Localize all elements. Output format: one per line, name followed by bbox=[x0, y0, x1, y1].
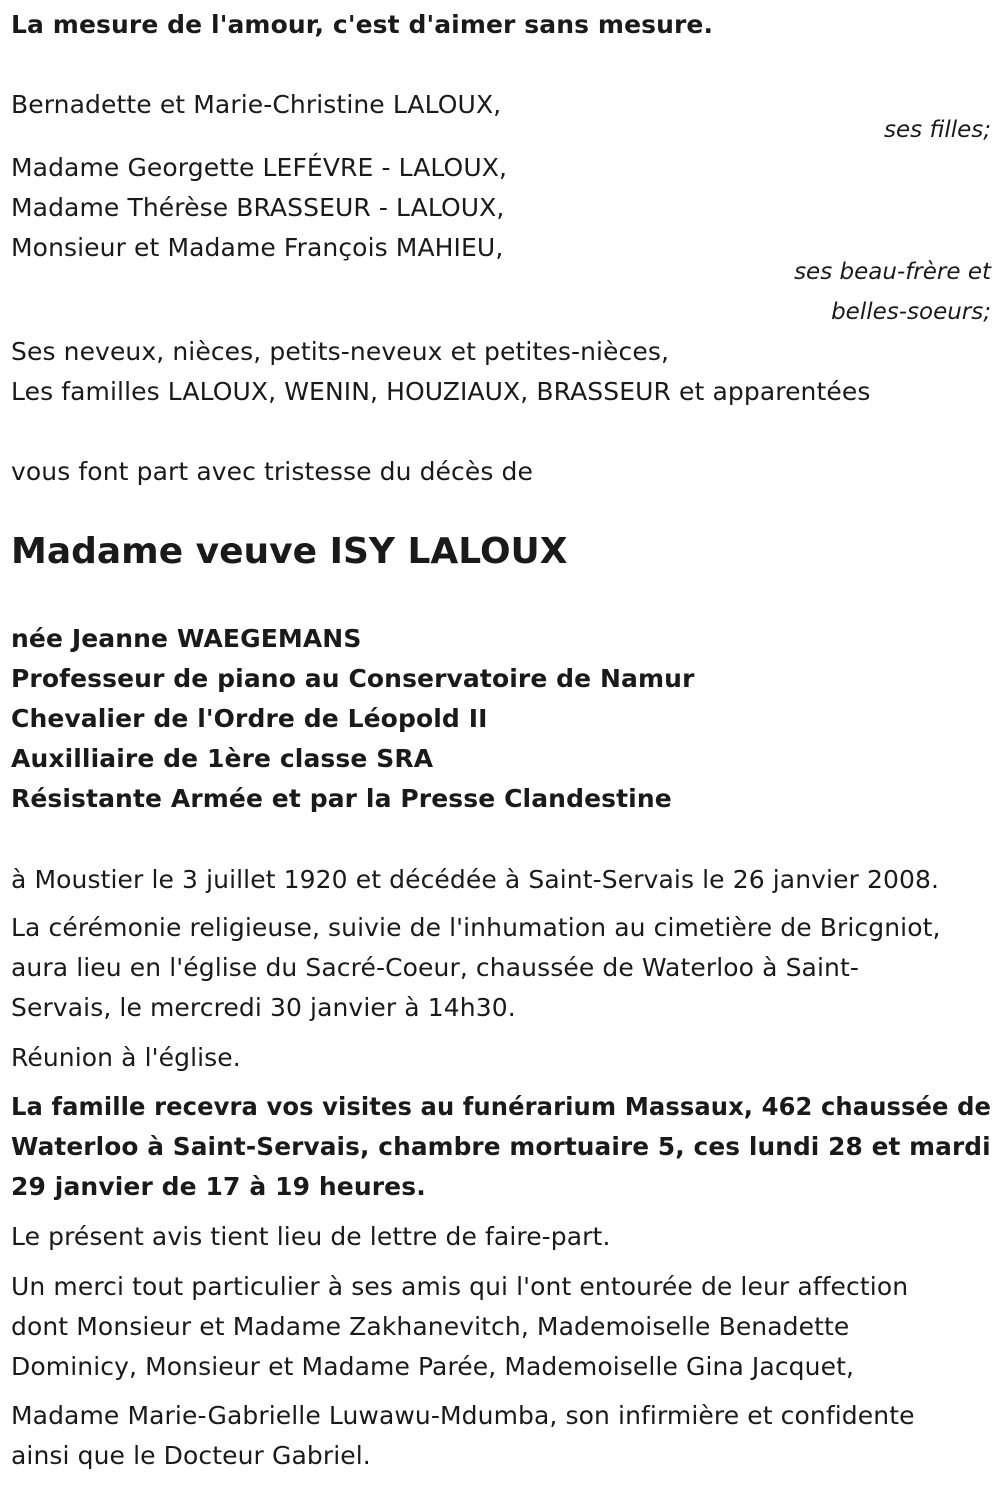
in-law-line: Monsieur et Madame François MAHIEU, bbox=[11, 233, 504, 262]
relatives-line: Ses neveux, nièces, petits-neveux et petites-nièces, bbox=[11, 337, 670, 366]
thanks-line: Dominicy, Monsieur et Madame Parée, Mademoiselle Gina Jacquet, bbox=[11, 1352, 855, 1381]
title-line: Résistante Armée et par la Presse Clandestine bbox=[11, 784, 672, 813]
daughters-names: Bernadette et Marie-Christine LALOUX, bbox=[11, 90, 502, 119]
thanks-line: Un merci tout particulier à ses amis qui l'ont entourée de leur affection bbox=[11, 1272, 909, 1301]
visits-line: La famille recevra vos visites au funérarium Massaux, 462 chaussée de bbox=[11, 1092, 992, 1121]
visits-line: Waterloo à Saint-Servais, chambre mortuaire 5, ces lundi 28 et mardi bbox=[11, 1132, 991, 1161]
daughters-relation: ses filles; bbox=[884, 117, 991, 143]
notice: Le présent avis tient lieu de lettre de faire-part. bbox=[11, 1222, 611, 1251]
thanks-line: ainsi que le Docteur Gabriel. bbox=[11, 1441, 371, 1470]
ceremony-line: La cérémonie religieuse, suivie de l'inhumation au cimetière de Bricgniot, bbox=[11, 913, 941, 942]
birth-death: à Moustier le 3 juillet 1920 et décédée à Saint-Servais le 26 janvier 2008. bbox=[11, 865, 940, 894]
in-laws-relation: belles-soeurs; bbox=[831, 299, 991, 325]
ceremony-line: Servais, le mercredi 30 janvier à 14h30. bbox=[11, 993, 516, 1022]
title-line: Chevalier de l'Ordre de Léopold II bbox=[11, 704, 488, 733]
title-line: Professeur de piano au Conservatoire de Namur bbox=[11, 664, 695, 693]
visits-line: 29 janvier de 17 à 19 heures. bbox=[11, 1172, 426, 1201]
relatives-line: Les familles LALOUX, WENIN, HOUZIAUX, BRASSEUR et apparentées bbox=[11, 377, 871, 406]
meeting: Réunion à l'église. bbox=[11, 1043, 241, 1072]
in-law-line: Madame Thérèse BRASSEUR - LALOUX, bbox=[11, 193, 505, 222]
in-laws-relation: ses beau-frère et bbox=[794, 259, 991, 285]
in-law-line: Madame Georgette LEFÉVRE - LALOUX, bbox=[11, 153, 508, 182]
deceased-name: Madame veuve ISY LALOUX bbox=[11, 531, 568, 572]
thanks-line: dont Monsieur et Madame Zakhanevitch, Mademoiselle Benadette bbox=[11, 1312, 850, 1341]
title-line: Auxilliaire de 1ère classe SRA bbox=[11, 744, 434, 773]
title-line: née Jeanne WAEGEMANS bbox=[11, 624, 362, 653]
thanks-line: Madame Marie-Gabrielle Luwawu-Mdumba, son infirmière et confidente bbox=[11, 1401, 915, 1430]
announcement: vous font part avec tristesse du décès de bbox=[11, 457, 533, 486]
epigraph: La mesure de l'amour, c'est d'aimer sans mesure. bbox=[11, 10, 714, 39]
ceremony-line: aura lieu en l'église du Sacré-Coeur, chaussée de Waterloo à Saint- bbox=[11, 953, 859, 982]
